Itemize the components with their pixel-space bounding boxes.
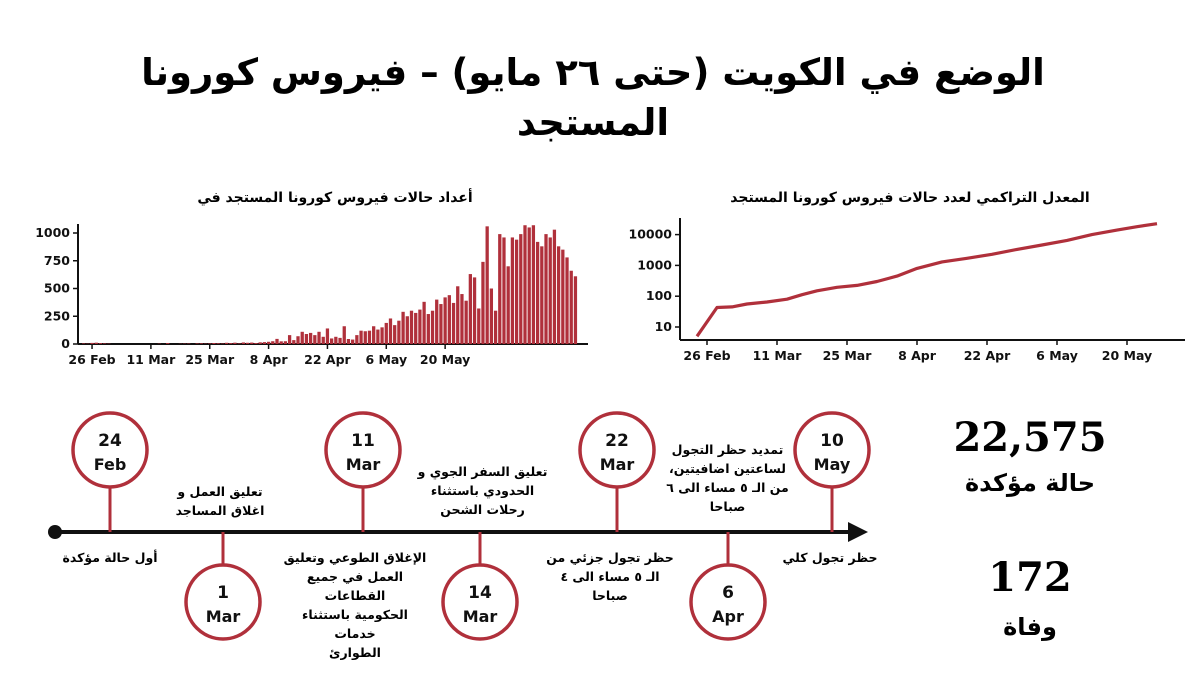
bar-2 [90,343,93,344]
event-partial-curfew-label: حظر تجول جزئي من الـ ٥ مساء الى ٤ صباحا [546,550,674,603]
bar-0 [82,343,85,344]
bar-69 [372,326,375,344]
bar-78 [410,311,413,344]
bar-x-tick-label: 20 May [419,352,471,367]
bar-37 [238,343,241,344]
bar-73 [389,318,392,344]
bar-101 [507,266,510,344]
line-y-tick-label: 100 [645,288,672,304]
bar-80 [418,310,421,344]
bar-88 [452,303,455,344]
bar-68 [368,331,371,344]
bar-115 [565,257,568,344]
bar-71 [380,327,383,344]
line-chart-title: المعدل التراكمي لعدد حالات فيروس كورونا المستجد [730,190,1090,206]
timeline-bottom-2-month: Apr [712,607,744,626]
bar-111 [549,237,552,344]
bar-92 [469,274,472,344]
bar-43 [263,342,266,344]
bar-x-tick-label: 22 Apr [304,352,351,367]
bar-52 [301,332,304,344]
line-x-tick-label: 8 Apr [898,348,936,363]
bar-81 [422,302,425,344]
timeline-top-0-day: 24 [98,431,122,451]
deaths-label: وفاة [1003,613,1057,641]
line-y-tick-label: 10 [654,319,672,334]
bar-110 [544,234,547,344]
event-voluntary-label: الإغلاق الطوعي وتعليق العمل في جميع القطاعات الحكومية باستثناء خدمات الطوارئ [283,550,427,660]
event-work-suspend-label: تعليق العمل و اغلاق المساجد [175,484,265,518]
bar-44 [267,342,270,344]
timeline-arrow [848,522,868,542]
bar-107 [532,225,535,344]
bar-85 [439,304,442,344]
bar-113 [557,246,560,344]
bar-94 [477,308,480,344]
bar-114 [561,250,564,344]
bar-86 [443,297,446,344]
line-x-tick-label: 25 Mar [822,348,872,363]
bar-20 [166,343,169,344]
bar-57 [322,337,325,344]
bar-y-tick-label: 250 [43,308,70,324]
bar-96 [486,226,489,344]
timeline-top-0-month: Feb [93,455,127,474]
bar-3 [95,343,98,344]
timeline-bottom-0-month: Mar [205,607,241,626]
bar-98 [494,311,497,344]
bar-53 [305,334,308,344]
bar-40 [250,343,253,344]
bar-74 [393,325,396,344]
bar-89 [456,286,459,344]
bar-66 [359,331,362,344]
confirmed-cases-label: حالة مؤكدة [964,469,1096,497]
line-y-tick-label: 10000 [628,226,672,242]
bar-62 [343,326,346,344]
bar-27 [195,343,198,344]
bar-93 [473,277,476,344]
bar-97 [490,289,493,345]
timeline-top-1-day: 11 [351,431,375,451]
bar-91 [465,301,468,344]
bar-75 [397,321,400,344]
bar-28 [200,343,203,344]
bar-109 [540,246,543,344]
bar-chart [35,224,588,367]
bar-41 [254,343,257,344]
bar-y-tick-label: 0 [61,336,70,351]
timeline-top-2-day: 22 [605,431,629,451]
bar-38 [242,342,245,344]
timeline-bottom-1-day: 14 [468,583,492,603]
bar-72 [385,323,388,344]
line-y-tick-label: 1000 [637,257,672,273]
bar-84 [435,300,438,344]
bar-32 [217,343,220,344]
bar-45 [271,341,274,344]
event-first-case-label: أول حالة مؤكدة [62,550,158,565]
bar-47 [280,341,283,344]
bar-87 [448,295,451,344]
bar-61 [338,338,341,344]
bar-77 [406,316,409,344]
confirmed-cases-number: 22,575 [953,414,1107,461]
bar-y-tick-label: 1000 [35,225,70,240]
line-x-tick-label: 11 Mar [752,348,802,363]
bar-95 [481,262,484,344]
bar-x-tick-label: 25 Mar [185,352,235,367]
deaths-number: 172 [988,554,1072,601]
line-chart [629,218,1186,363]
bar-82 [427,314,430,344]
bar-79 [414,313,417,344]
bar-x-tick-label: 26 Feb [68,352,116,367]
line-x-tick-label: 22 Apr [963,348,1011,363]
event-full-curfew-label: حظر تجول كلي [782,550,878,565]
bar-90 [460,294,463,344]
bar-116 [570,271,573,344]
bar-59 [330,338,333,344]
bar-50 [292,340,295,344]
bar-64 [351,340,354,344]
bar-67 [364,331,367,344]
bar-35 [229,343,232,344]
bar-108 [536,242,539,344]
bar-117 [574,276,577,344]
timeline-bottom-0-day: 1 [217,583,229,603]
bar-106 [528,227,531,344]
bar-83 [431,311,434,344]
line-x-tick-label: 26 Feb [683,348,731,363]
bar-105 [523,225,526,344]
bar-63 [347,339,350,344]
bar-103 [515,240,518,344]
bar-99 [498,234,501,344]
bar-55 [313,335,316,344]
bar-34 [225,343,228,344]
timeline-top-3-month: May [813,455,851,474]
bar-102 [511,237,514,344]
timeline-bottom-1-month: Mar [462,607,498,626]
event-curfew-extend-label: تمديد حظر التجول لساعتين اضافيتين، من الـ ٥ مساء الى ٦ صباحا [666,442,789,514]
bar-y-tick-label: 500 [43,280,70,296]
bar-39 [246,343,249,344]
bar-51 [296,336,299,344]
line-x-tick-label: 20 May [1101,348,1153,363]
bar-60 [334,337,337,344]
cumulative-line [697,224,1157,337]
bar-70 [376,330,379,344]
page-title: الوضع في الكويت (حتى ٢٦ مايو) – فيروس كورونا المستجد [141,51,1045,144]
bar-54 [309,333,312,344]
bar-y-tick-label: 750 [43,252,70,268]
bar-56 [317,332,320,344]
timeline-top-1-month: Mar [345,455,381,474]
bar-30 [208,343,211,344]
bar-104 [519,234,522,344]
bar-5 [103,343,106,344]
timeline-top-3-day: 10 [820,431,844,451]
timeline-bottom-2-day: 6 [722,583,734,603]
bar-58 [326,328,329,344]
bar-46 [275,339,278,344]
bar-4 [99,343,102,344]
bar-x-tick-label: 6 May [365,352,408,367]
bar-48 [284,341,287,344]
bar-65 [355,335,358,344]
bar-76 [401,312,404,344]
bar-112 [553,230,556,344]
bar-42 [259,342,262,344]
event-air-travel-label: تعليق السفر الجوي و الحدودي باستثناء رحلات الشحن [417,464,548,517]
bar-x-tick-label: 8 Apr [249,352,288,367]
line-x-tick-label: 6 May [1036,348,1078,363]
bar-x-tick-label: 11 Mar [126,352,176,367]
bar-100 [502,237,505,344]
bar-36 [233,343,236,344]
bar-31 [212,343,215,344]
bar-49 [288,335,291,344]
timeline-top-2-month: Mar [599,455,635,474]
bar-chart-title: أعداد حالات فيروس كورونا المستجد في [197,190,473,206]
